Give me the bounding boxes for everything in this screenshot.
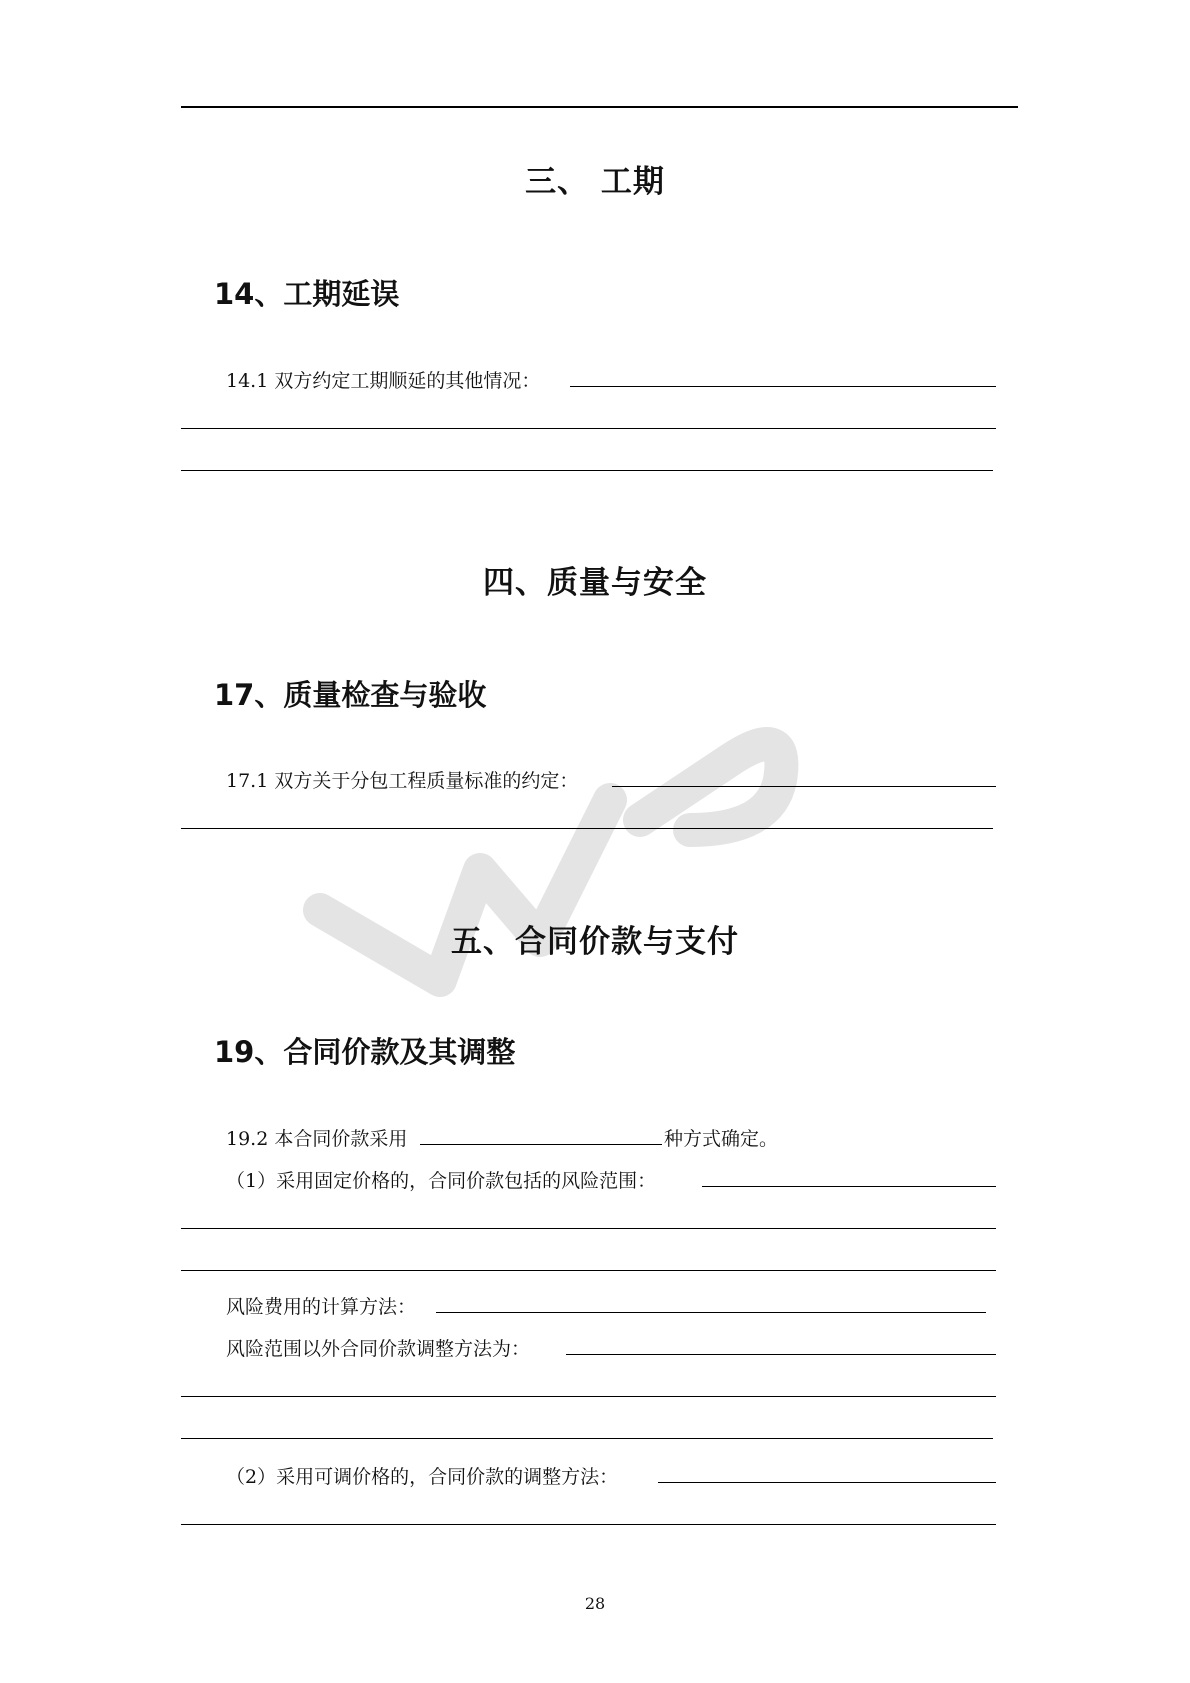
adjust-outside-label: 风险范围以外合同价款调整方法为： [226,1338,531,1360]
clause-17-1-blank-line-2[interactable] [181,828,993,829]
clause-19-2-prefix: 19.2 本合同价款采用 [226,1128,408,1150]
clause-19-2-1-blank-line-3[interactable] [181,1270,996,1271]
adjust-outside-blank-line-2[interactable] [181,1396,996,1397]
clause-19-2-1-blank-line-2[interactable] [181,1228,996,1229]
page-number: 28 [584,1594,606,1613]
clause-14-1-label: 14.1 双方约定工期顺延的其他情况： [226,370,541,392]
clause-14-1-blank-line-2[interactable] [181,428,996,429]
clause-heading-17: 17、质量检查与验收 [214,678,487,712]
clause-19-2-1-blank[interactable] [702,1186,996,1187]
clause-19-2-2-label: （2）采用可调价格的，合同价款的调整方法： [226,1466,619,1488]
clause-14-1-blank-line-3[interactable] [181,470,993,471]
adjust-outside-blank-line-3[interactable] [181,1438,993,1439]
clause-19-2-2-blank-line-2[interactable] [181,1524,996,1525]
clause-19-2-2-blank[interactable] [658,1482,996,1483]
clause-17-1-label: 17.1 双方关于分包工程质量标准的约定： [226,770,579,792]
watermark-label: WPS [830,665,869,684]
header-rule [181,106,1018,108]
section-title-5: 五、合同价款与支付 [451,924,739,960]
clause-19-2-blank[interactable] [420,1144,662,1145]
risk-fee-label: 风险费用的计算方法： [226,1296,417,1318]
clause-heading-19: 19、合同价款及其调整 [214,1035,516,1069]
section-title-4: 四、质量与安全 [483,565,707,601]
adjust-outside-blank[interactable] [566,1354,996,1355]
clause-19-2-1-label: （1）采用固定价格的，合同价款包括的风险范围： [226,1170,657,1192]
clause-heading-14: 14、工期延误 [214,277,400,311]
risk-fee-blank[interactable] [436,1312,986,1313]
section-title-3: 三、 工期 [525,164,665,200]
clause-14-1-blank[interactable] [570,386,996,387]
clause-19-2-suffix: 种方式确定。 [664,1128,779,1150]
clause-17-1-blank[interactable] [612,786,996,787]
